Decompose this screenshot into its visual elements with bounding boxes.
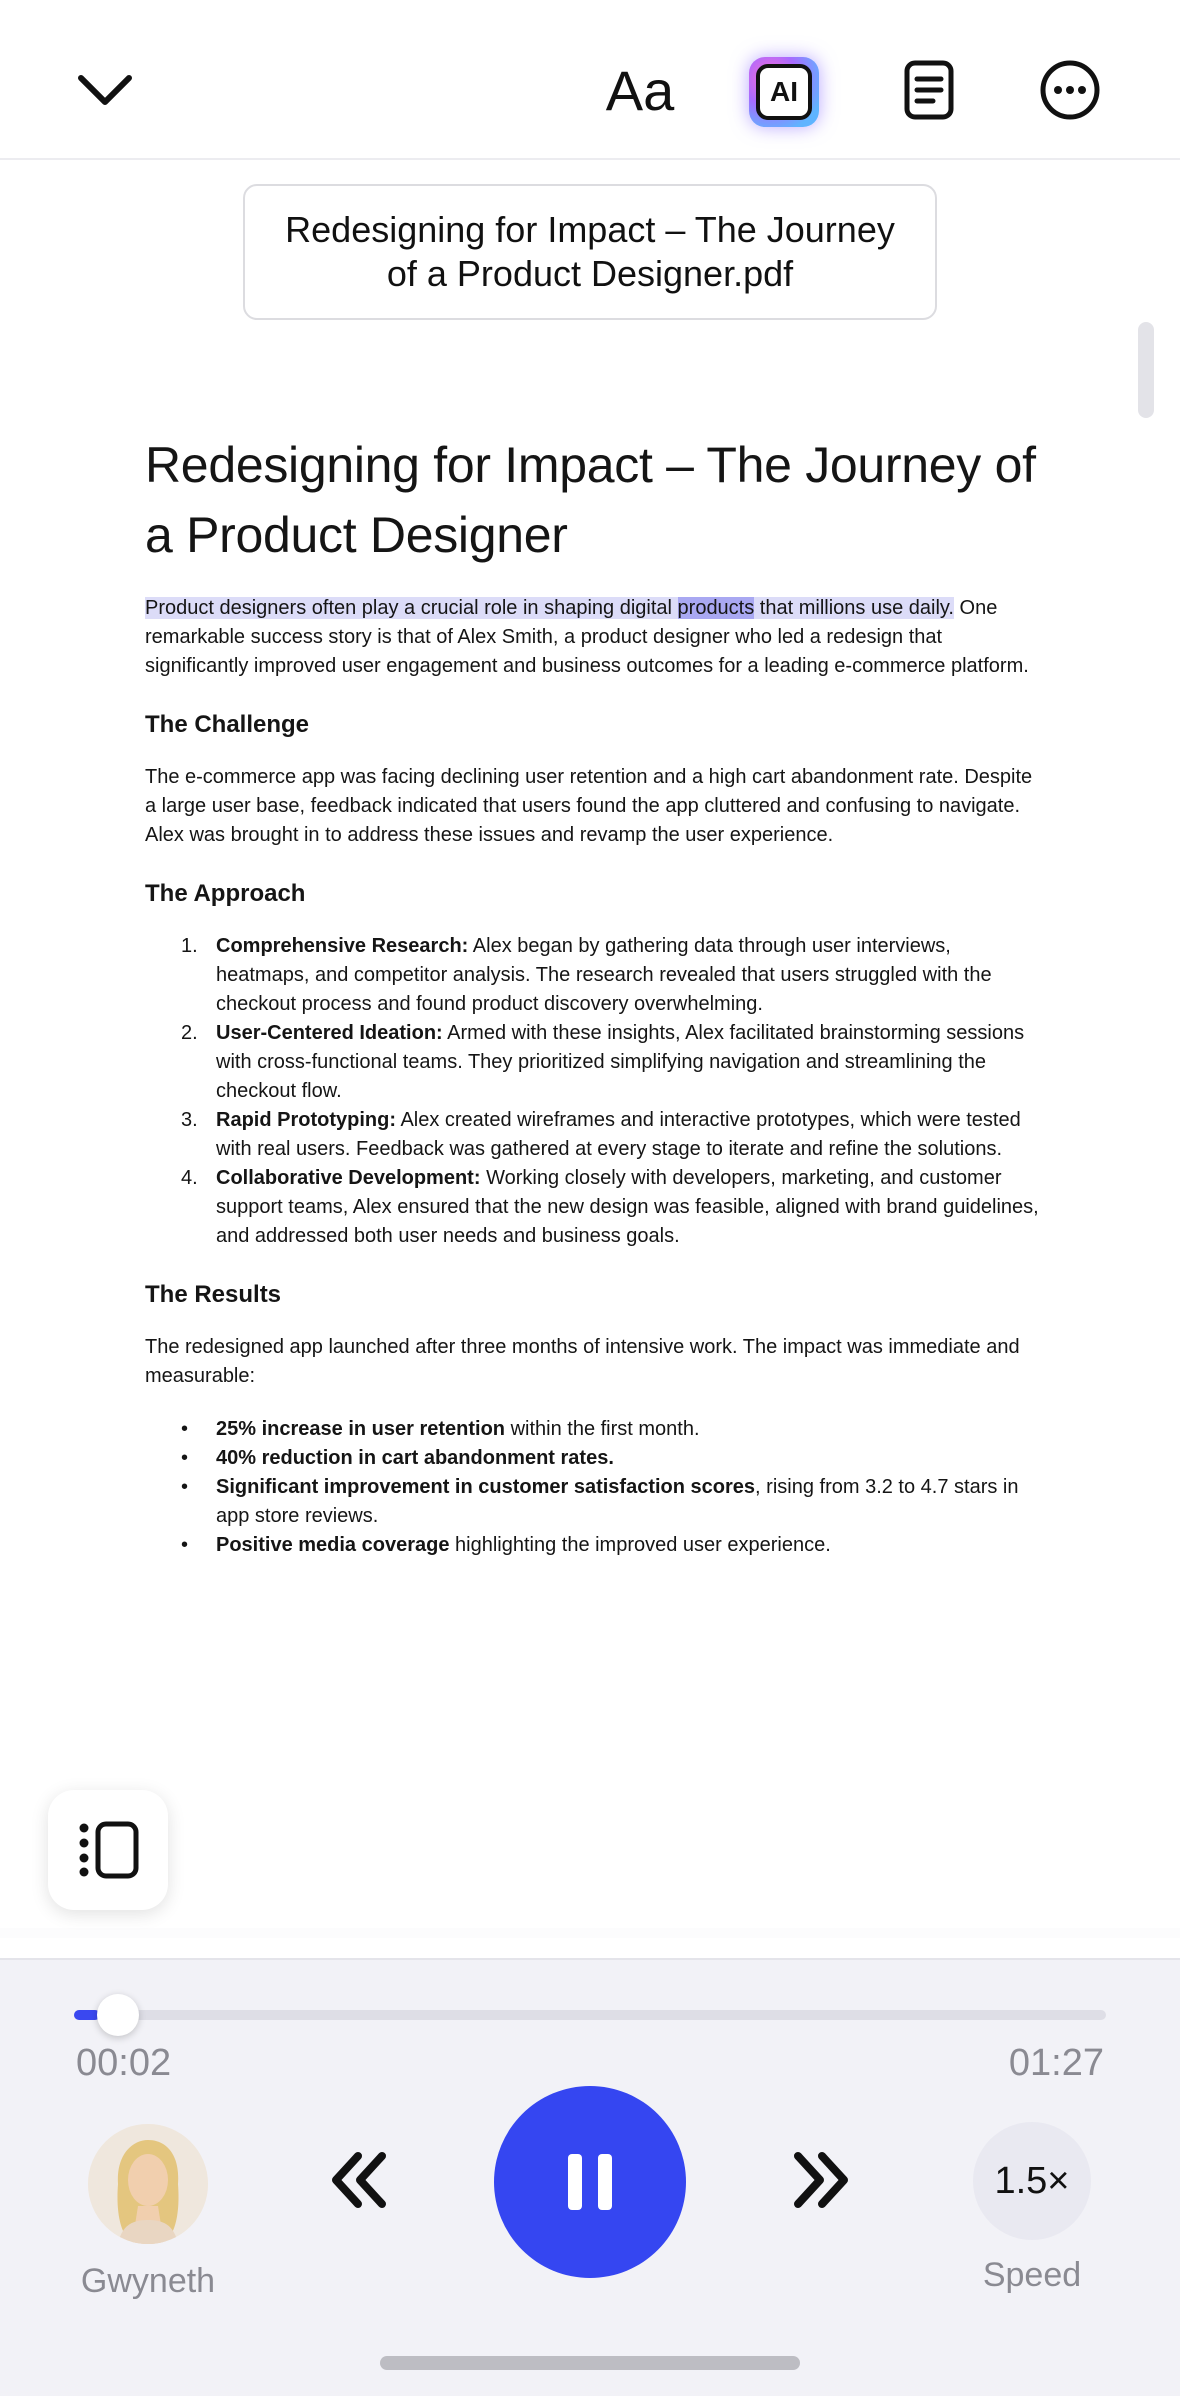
document-lines-icon[interactable]: [884, 50, 974, 130]
list-item: • Significant improvement in customer satisfaction scores, rising from 3.2 to 4.7 stars in app store reviews.: [181, 1476, 1019, 1527]
pause-button[interactable]: [494, 2086, 686, 2278]
current-word-highlight: products: [677, 597, 755, 619]
speed-value: 1.5×: [973, 2122, 1091, 2240]
scrollbar-thumb[interactable]: [1138, 322, 1154, 418]
ellipsis-circle-icon[interactable]: [1030, 50, 1110, 130]
double-chevron-right-icon: [780, 2140, 860, 2220]
list-item: • 40% reduction in cart abandonment rates.: [181, 1447, 614, 1469]
results-paragraph: The redesigned app launched after three months of intensive work. The impact was immediate and measurable:: [145, 1336, 1020, 1387]
file-name-label: Redesigning for Impact – The Journey of a Product Designer.pdf: [243, 184, 937, 320]
voice-name: Gwyneth: [80, 2262, 216, 2300]
elapsed-time: 00:02: [76, 2042, 172, 2084]
list-sidebar-icon: [76, 1820, 140, 1880]
progress-knob[interactable]: [97, 1994, 139, 2036]
progress-track[interactable]: [74, 2010, 1106, 2020]
speed-label: Speed: [982, 2256, 1082, 2294]
home-indicator[interactable]: [380, 2356, 800, 2370]
section-heading: The Challenge: [145, 711, 310, 738]
avatar: [88, 2124, 208, 2244]
total-time: 01:27: [1008, 2042, 1104, 2084]
pause-icon: [562, 2150, 618, 2214]
ai-label: AI: [756, 64, 812, 120]
document-title: Redesigning for Impact – The Journey of a Product Designer: [145, 437, 1036, 563]
list-item: 3. Rapid Prototyping: Alex created wireframes and interactive prototypes, which were tested with real users. Feedback was gathered at every stage to iterate and refine the solutions.: [181, 1109, 1021, 1160]
section-heading: The Approach: [145, 880, 306, 907]
list-item: 1. Comprehensive Research: Alex began by gathering data through user interviews, heatmaps, and competitor analysis. The research revealed that users struggled with the checkout process and found product discovery overwhelming.: [181, 935, 992, 1015]
fast-forward-button[interactable]: [780, 2140, 860, 2220]
list-item: • Positive media coverage highlighting the improved user experience.: [181, 1534, 831, 1556]
ai-assistant-button[interactable]: [742, 50, 826, 134]
list-item: 2. User-Centered Ideation: Armed with these insights, Alex facilitated brainstorming sessions with cross-functional teams. They prioritized simplifying navigation and streamlining the checkout flow.: [181, 1022, 1025, 1102]
double-chevron-left-icon: [320, 2140, 400, 2220]
text-style-button[interactable]: Aa: [605, 58, 675, 122]
list-item: 4. Collaborative Development: Working closely with developers, marketing, and customer support teams, Alex ensured that the new design was feasible, aligned with brand guidelines, and addressed both user needs and business goals.: [181, 1167, 1039, 1247]
read-aloud-highlight: Product designers often play a crucial role in shaping digital products that millions use daily.: [145, 597, 954, 619]
progress-fill: [74, 2010, 100, 2020]
approach-list: [145, 932, 1045, 1251]
rewind-button[interactable]: [320, 2140, 400, 2220]
ai-glow-icon: [749, 57, 819, 127]
speed-control[interactable]: [970, 2122, 1094, 2295]
top-toolbar: [0, 0, 1180, 160]
challenge-paragraph: The e-commerce app was facing declining user retention and a high cart abandonment rate. Despite a large user base, feedback indicated that users found the app cluttered and confusing to navigate. Alex was brought in to address these issues and revamp the user experience.: [145, 766, 1033, 846]
pdf-content: [145, 430, 1045, 1560]
intro-paragraph: Product designers often play a crucial role in shaping digital products that millions use daily. One remarkable success story is that of Alex Smith, a product designer who led a redesign that significantly improved user engagement and business outcomes for a leading e-commerce platform.: [145, 597, 1029, 677]
contents-list-button[interactable]: [48, 1790, 168, 1910]
list-item: • 25% increase in user retention within the first month.: [181, 1418, 700, 1440]
voice-selector[interactable]: [68, 2124, 228, 2301]
chevron-down-icon[interactable]: [60, 50, 150, 130]
section-heading: The Results: [145, 1281, 282, 1308]
results-list: [145, 1415, 1045, 1560]
